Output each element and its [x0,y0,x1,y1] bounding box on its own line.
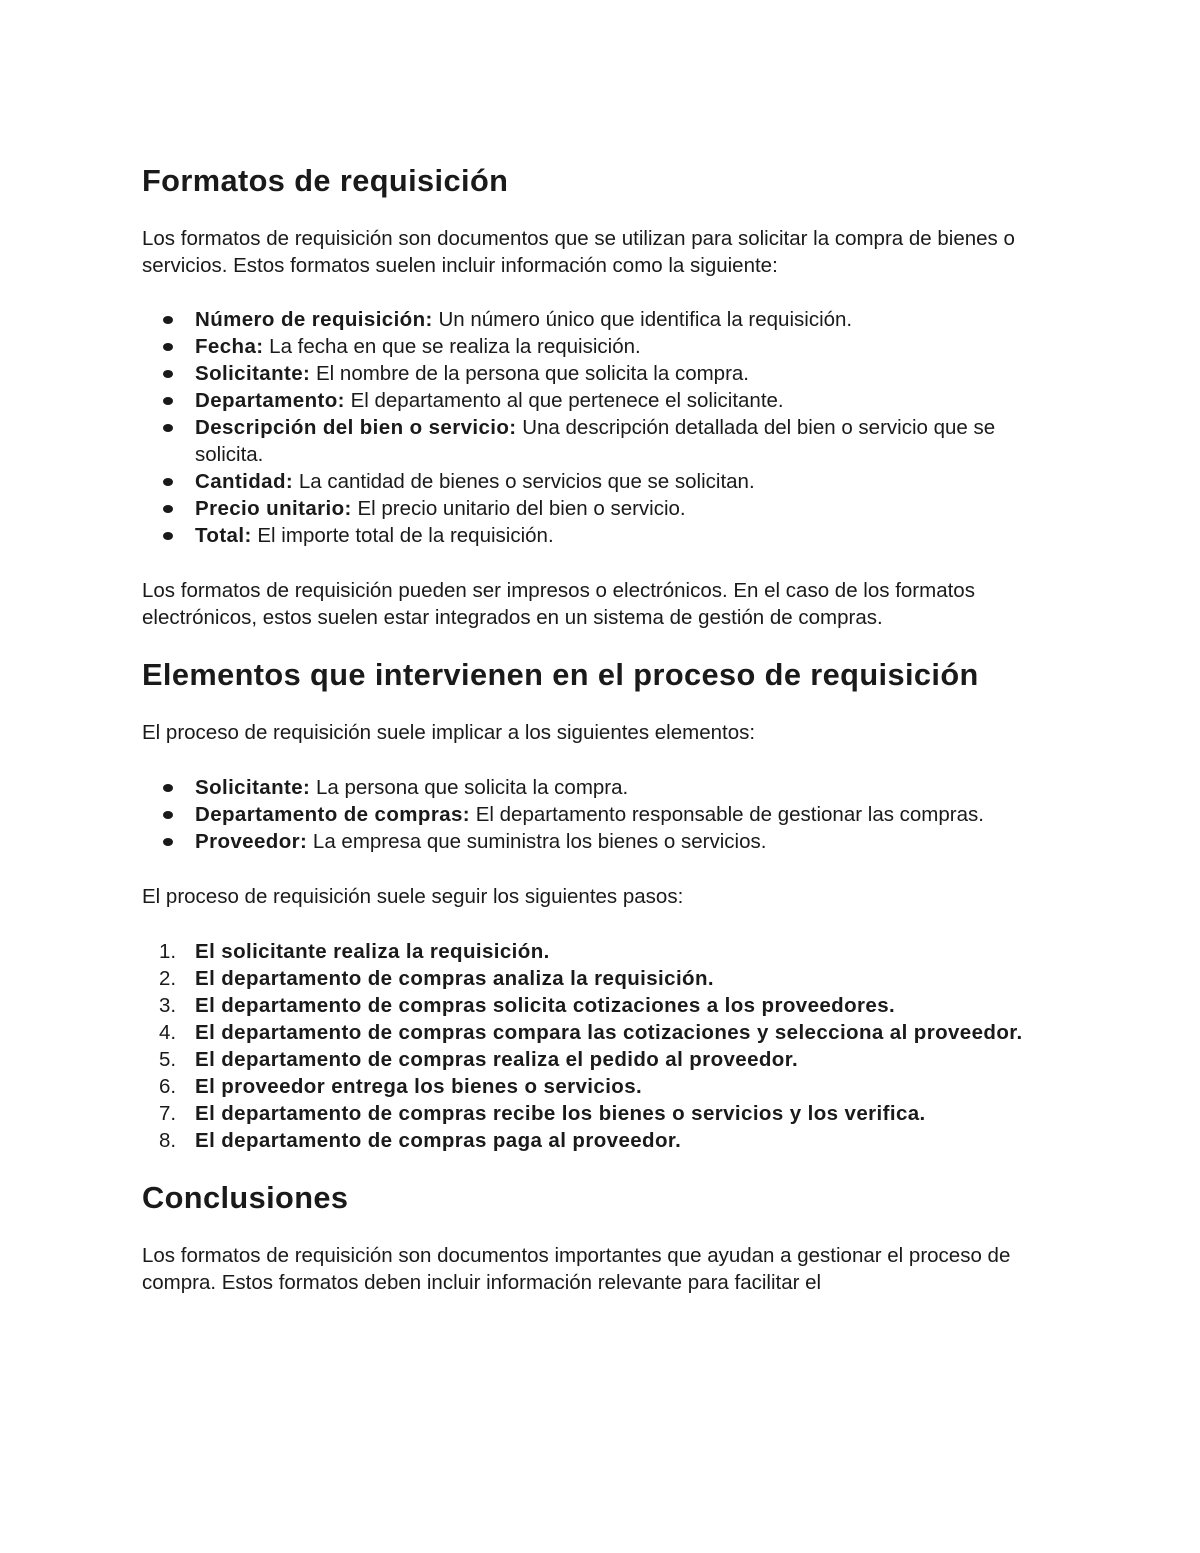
conclusions-paragraph: Los formatos de requisición son documentos importantes que ayudan a gestionar el proceso de compra. Estos formatos deben incluir información relevante para facilitar el [142,1244,1011,1294]
bullet-icon [163,343,173,351]
list-item: Solicitante: La persona que solicita la compra. [142,774,1042,801]
step-number: 4. [159,1021,177,1044]
list-item: 7. El departamento de compras recibe los bienes o servicios y los verifica. [159,1102,926,1125]
intro-paragraph: Los formatos de requisición son documentos que se utilizan para solicitar la compra de bienes o servicios. Estos formatos suelen incluir información como la siguiente: [142,227,1015,277]
bullet-icon [163,370,173,378]
document-body [142,164,1042,1296]
step-number: 3. [159,994,177,1017]
list-item: 6. El proveedor entrega los bienes o servicios. [159,1075,643,1098]
list-item: 1. El solicitante realiza la requisición. [159,940,550,963]
list-item: Departamento de compras: El departamento responsable de gestionar las compras. [142,801,1042,828]
bullet-icon [163,424,173,432]
list-item: Descripción del bien o servicio: Una descripción detallada del bien o servicio que se solicita. [142,414,1042,468]
bullet-icon [163,316,173,324]
step-number: 2. [159,967,177,990]
list-item: 2. El departamento de compras analiza la requisición. [159,967,714,990]
list-item: Solicitante: El nombre de la persona que solicita la compra. [142,360,1042,387]
bullet-icon [163,811,173,819]
step-number: 1. [159,940,177,963]
list-item: Precio unitario: El precio unitario del bien o servicio. [142,495,1042,522]
steps-intro: El proceso de requisición suele seguir los siguientes pasos: [142,885,684,908]
bullet-icon [163,478,173,486]
list-item: Cantidad: La cantidad de bienes o servicios que se solicitan. [142,468,1042,495]
step-number: 5. [159,1048,177,1071]
section-heading-elementos: Elementos que intervienen en el proceso de requisición [142,657,979,692]
list-item: 3. El departamento de compras solicita cotizaciones a los proveedores. [159,994,896,1017]
bullet-icon [163,397,173,405]
elements-intro: El proceso de requisición suele implicar a los siguientes elementos: [142,721,756,744]
bullet-icon [163,532,173,540]
bullet-icon [163,838,173,846]
list-item: Número de requisición: Un número único que identifica la requisición. [142,306,1042,333]
process-steps-list [142,938,1042,1154]
formats-paragraph: Los formatos de requisición pueden ser impresos o electrónicos. En el caso de los formatos electrónicos, estos suelen estar integrados en un sistema de gestión de compras. [142,579,975,629]
requisition-fields-list [142,306,1042,549]
list-item: Proveedor: La empresa que suministra los bienes o servicios. [142,828,1042,855]
section-heading-conclusiones: Conclusiones [142,1180,349,1215]
step-number: 8. [159,1129,177,1152]
process-elements-list [142,774,1042,855]
bullet-icon [163,784,173,792]
list-item: 5. El departamento de compras realiza el pedido al proveedor. [159,1048,799,1071]
step-number: 7. [159,1102,177,1125]
list-item: Fecha: La fecha en que se realiza la requisición. [142,333,1042,360]
section-heading-formatos: Formatos de requisición [142,163,509,198]
list-item: Total: El importe total de la requisición. [142,522,1042,549]
list-item: 4. El departamento de compras compara las cotizaciones y selecciona al proveedor. [159,1021,1023,1044]
list-item: 8. El departamento de compras paga al proveedor. [159,1129,682,1152]
list-item: Departamento: El departamento al que pertenece el solicitante. [142,387,1042,414]
step-number: 6. [159,1075,177,1098]
bullet-icon [163,505,173,513]
